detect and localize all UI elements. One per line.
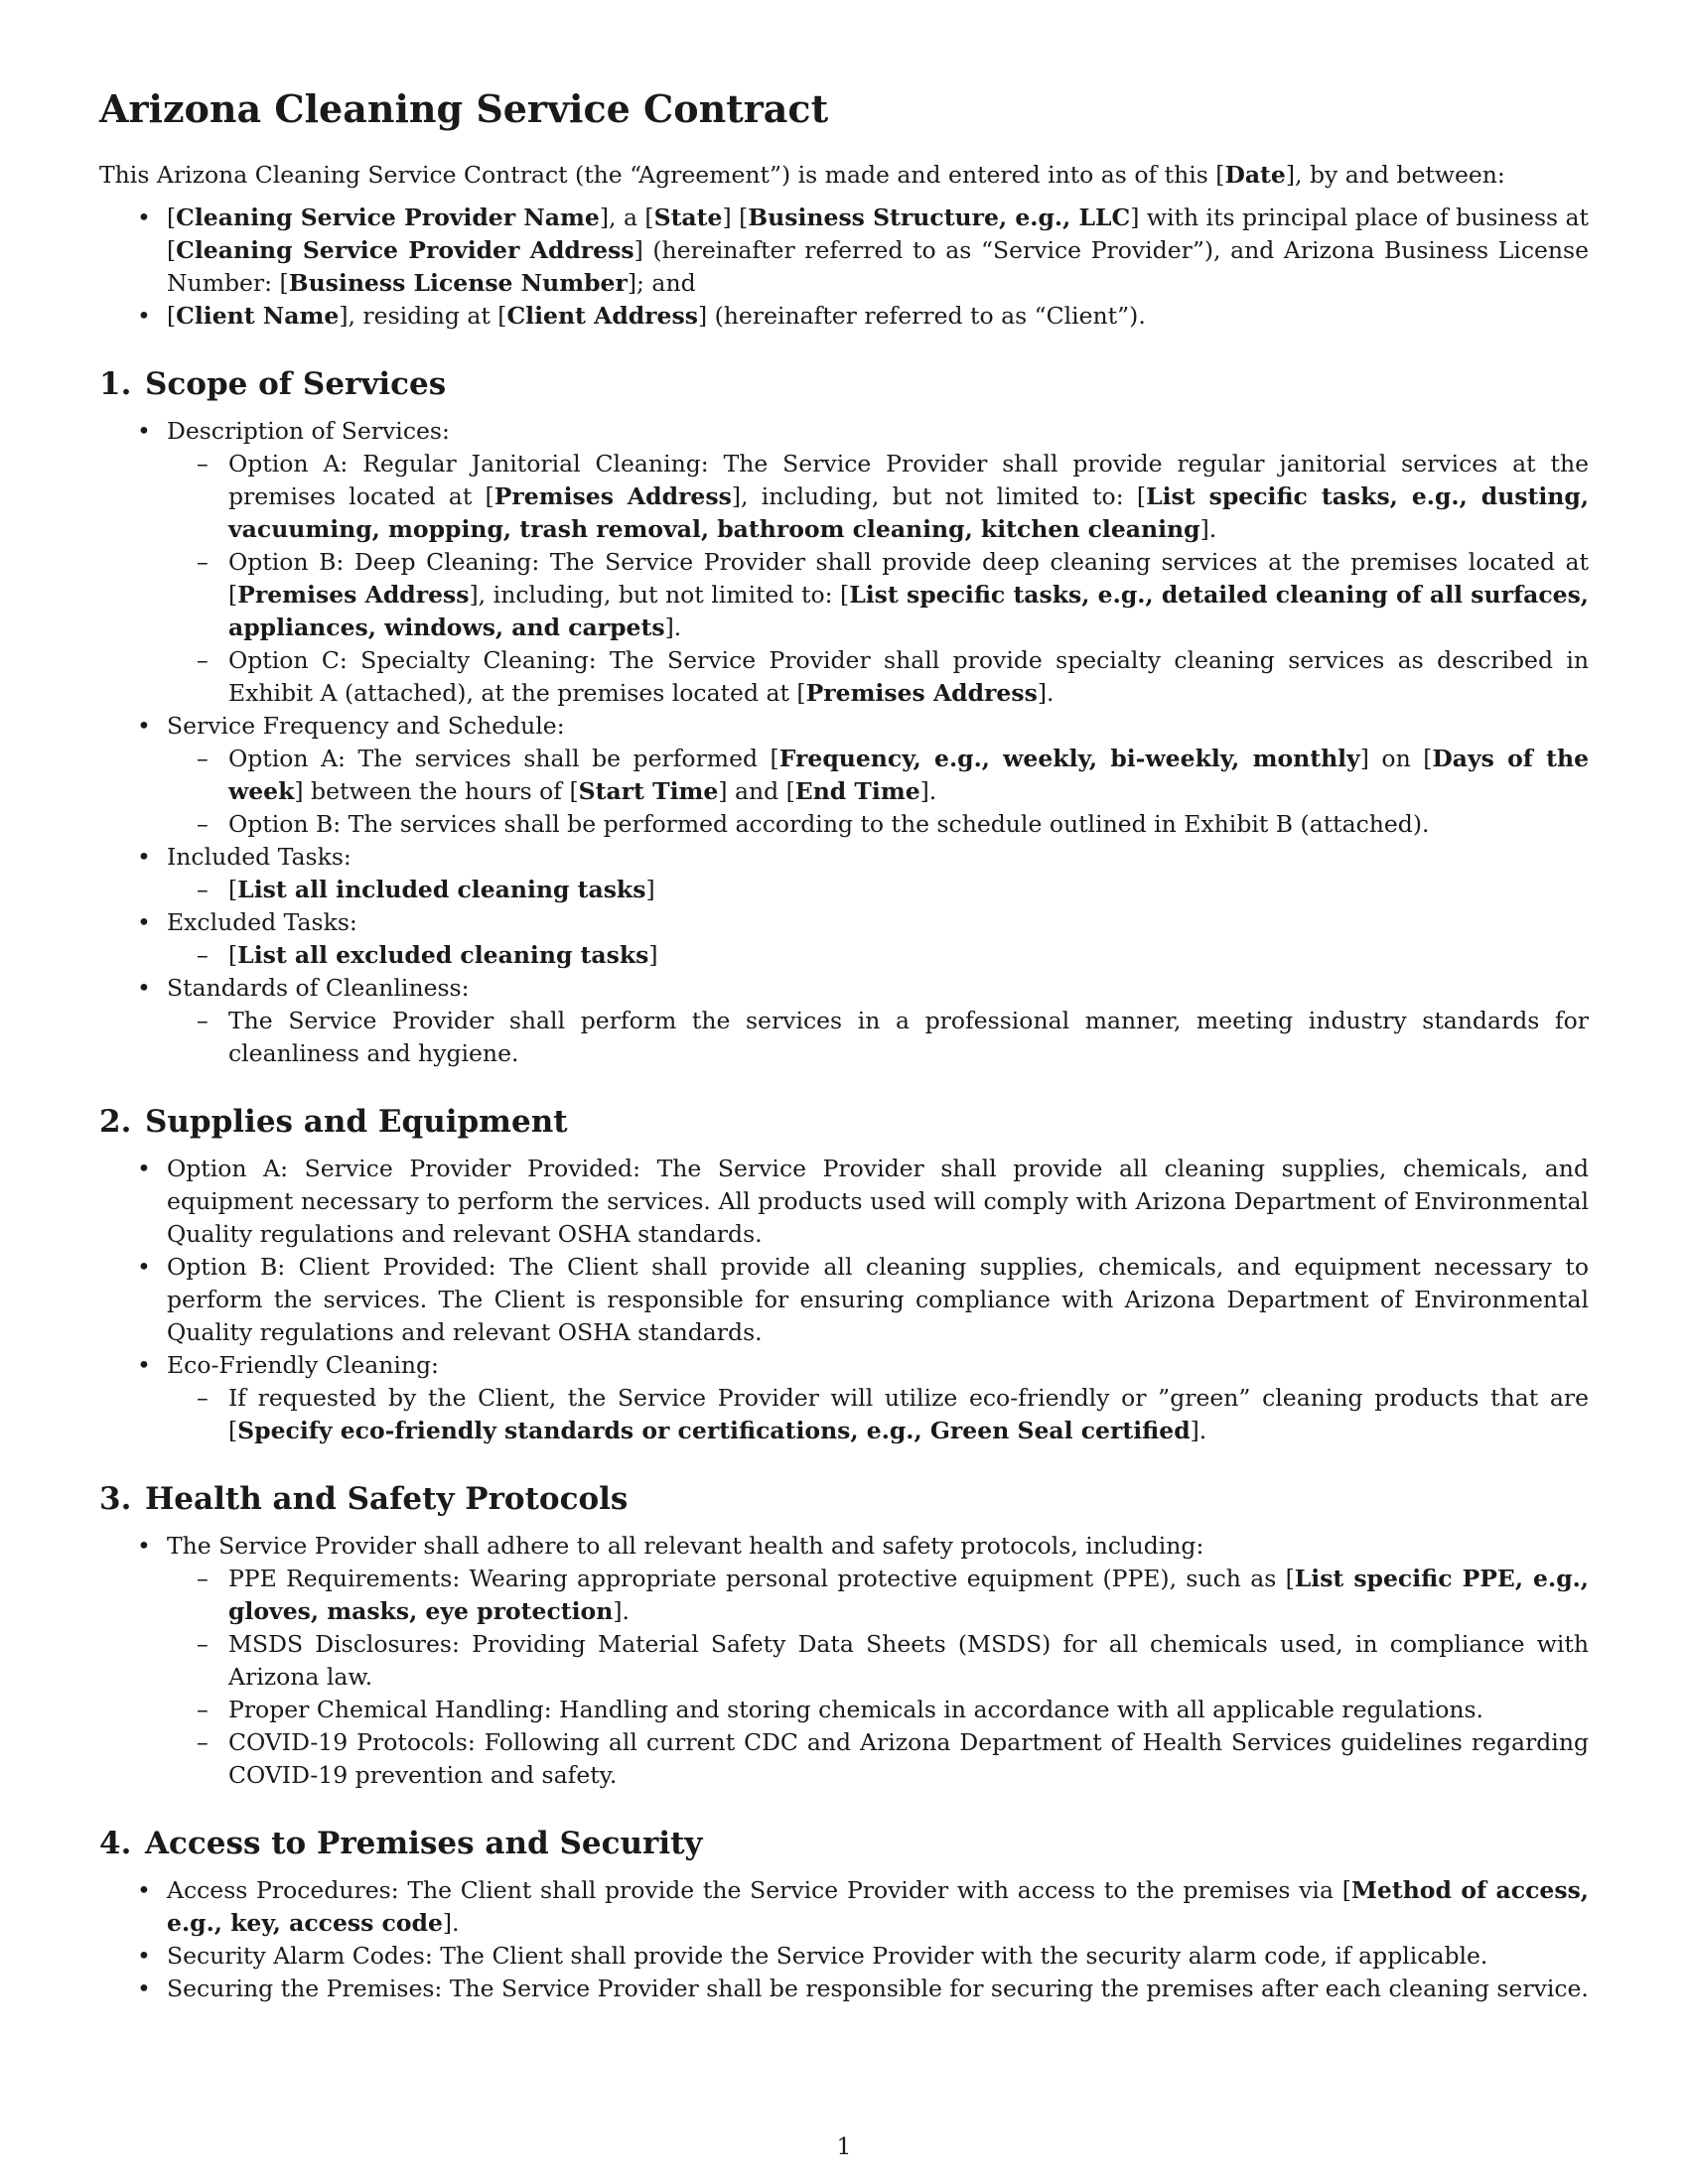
list-item: – The Service Provider shall perform the services in a professional manner, meeting industry standards for cleanliness and hygiene. <box>197 1006 1589 1067</box>
list-item: • Securing the Premises: The Service Provider shall be responsible for securing the premises after each cleaning service. <box>137 1975 1589 2003</box>
date-placeholder: Date <box>1224 160 1286 189</box>
list-item: – [List all included cleaning tasks] <box>197 875 655 903</box>
list-item: – PPE Requirements: Wearing appropriate personal protective equipment (PPE), such as [List specific PPE, e.g., gloves, masks, eye protection]. <box>197 1565 1589 1626</box>
list-item: – Option A: Regular Janitorial Cleaning: The Service Provider shall provide regular janitorial services at the premises located at [Premises Address], including, but not limited to: [List specific tasks, e.g., dusting, vacuuming, mopping, trash removal, bathroom cleaning, kitchen cleaning]. <box>197 449 1589 543</box>
scope-list <box>99 415 1589 1070</box>
list-item: • Included Tasks: – [List all included cleaning tasks] <box>99 841 1589 906</box>
list-item: • Standards of Cleanliness: – The Service Provider shall perform the services in a professional manner, meeting industry standards for cleanliness and hygiene. <box>99 972 1589 1070</box>
party-client: • [Client Name], residing at [Client Address] (hereinafter referred to as “Client”). <box>137 301 1146 330</box>
list-item: – Proper Chemical Handling: Handling and storing chemicals in accordance with all applicable regulations. <box>197 1696 1484 1724</box>
document-title: Arizona Cleaning Service Contract <box>99 86 829 131</box>
list-item: • Description of Services: – Option A: Regular Janitorial Cleaning: The Service Provider shall provide regular janitorial services at the premises located at [Premises Address], including, but not limited to: [List specific tasks, e.g., dusting, vacuuming, mopping, trash removal, bathroom cleaning, kitchen cleaning]. – Option B: Deep Cleaning: The Service Provider shall provide deep cleaning services at the premises located at [Premises Address], including, but not limited to: [List specific tasks, e.g., detailed cleaning of all surfaces, appliances, windows, and carpets]. – Option C: Specialty Cleaning: The Service Provider shall provide specialty cleaning services as described in Exhibit A (attached), at the premises located at [Premises Address]. <box>99 415 1589 710</box>
list-item: • Eco-Friendly Cleaning: – If requested by the Client, the Service Provider will utilize eco-friendly or ”green” cleaning products that are [Specify eco-friendly standards or certifications, e.g., Green Seal certified]. <box>99 1349 1589 1447</box>
list-item: – COVID-19 Protocols: Following all current CDC and Arizona Department of Health Services guidelines regarding COVID-19 prevention and safety. <box>197 1728 1589 1790</box>
list-item: – Option A: The services shall be performed [Frequency, e.g., weekly, bi-weekly, monthly] on [Days of the week] between the hours of [Start Time] and [End Time]. <box>197 744 1590 805</box>
list-item: • Service Frequency and Schedule: – Option A: The services shall be performed [Frequency, e.g., weekly, bi-weekly, monthly] on [Days of the week] between the hours of [Start Time] and [End Time]. – Option B: The services shall be performed according to the schedule outlined in Exhibit B (attached). <box>99 710 1589 841</box>
list-item: • The Service Provider shall adhere to all relevant health and safety protocols, including: – PPE Requirements: Wearing appropriate personal protective equipment (PPE), such as [List specific PPE, e.g., gloves, masks, eye protection]. – MSDS Disclosures: Providing Material Safety Data Sheets (MSDS) for all chemicals used, in compliance with Arizona law. – Proper Chemical Handling: Handling and storing chemicals in accordance with all applicable regulations. – COVID-19 Protocols: Following all current CDC and Arizona Department of Health Services guidelines regarding COVID-19 prevention and safety. <box>99 1530 1589 1792</box>
list-item: – If requested by the Client, the Service Provider will utilize eco-friendly or ”green” cleaning products that are [Specify eco-friendly standards or certifications, e.g., Green Seal certified]. <box>197 1384 1589 1445</box>
list-item: – [List all excluded cleaning tasks] <box>197 940 658 969</box>
party-provider: • [Cleaning Service Provider Name], a [State] [Business Structure, e.g., LLC] with its principal place of business at [Cleaning Service Provider Address] (hereinafter referred to as “Service Provider”), and Arizona Business License Number: [Business License Number]; and <box>137 203 1589 297</box>
list-item: • Option A: Service Provider Provided: The Service Provider shall provide all cleaning supplies, chemicals, and equipment necessary to perform the services. All products used will comply with Arizona Department of Environmental Quality regulations and relevant OSHA standards. <box>137 1155 1589 1249</box>
contract-page <box>99 87 1589 2005</box>
list-item: • Access Procedures: The Client shall provide the Service Provider with access to the premises via [Method of access, e.g., key, access code]. <box>137 1876 1589 1938</box>
health-safety-list <box>99 1530 1589 1792</box>
list-item: – Option B: The services shall be performed according to the schedule outlined in Exhibit B (attached). <box>197 809 1430 838</box>
page-number: 1 <box>836 2132 852 2160</box>
list-item: • Excluded Tasks: – [List all excluded cleaning tasks] <box>99 906 1589 972</box>
intro-paragraph: This Arizona Cleaning Service Contract (the “Agreement”) is made and entered into as of this [Date], by and between: <box>99 160 1505 189</box>
section-heading-supplies: 2. Supplies and Equipment <box>99 1103 568 1140</box>
section-heading-scope: 1. Scope of Services <box>99 365 447 402</box>
section-heading-access-security: 4. Access to Premises and Security <box>99 1826 703 1862</box>
supplies-list <box>99 1153 1589 1447</box>
parties-list <box>99 202 1589 333</box>
list-item: – MSDS Disclosures: Providing Material Safety Data Sheets (MSDS) for all chemicals used, in compliance with Arizona law. <box>197 1630 1589 1692</box>
list-item: • Option B: Client Provided: The Client shall provide all cleaning supplies, chemicals, and equipment necessary to perform the services. The Client is responsible for ensuring compliance with Arizona Department of Environmental Quality regulations and relevant OSHA standards. <box>137 1253 1589 1347</box>
list-item: – Option C: Specialty Cleaning: The Service Provider shall provide specialty cleaning services as described in Exhibit A (attached), at the premises located at [Premises Address]. <box>197 645 1589 707</box>
list-item: – Option B: Deep Cleaning: The Service Provider shall provide deep cleaning services at the premises located at [Premises Address], including, but not limited to: [List specific tasks, e.g., detailed cleaning of all surfaces, appliances, windows, and carpets]. <box>197 547 1589 641</box>
section-heading-health-safety: 3. Health and Safety Protocols <box>99 1481 629 1518</box>
access-security-list <box>99 1874 1589 2005</box>
list-item: • Security Alarm Codes: The Client shall provide the Service Provider with the security alarm code, if applicable. <box>137 1942 1488 1971</box>
